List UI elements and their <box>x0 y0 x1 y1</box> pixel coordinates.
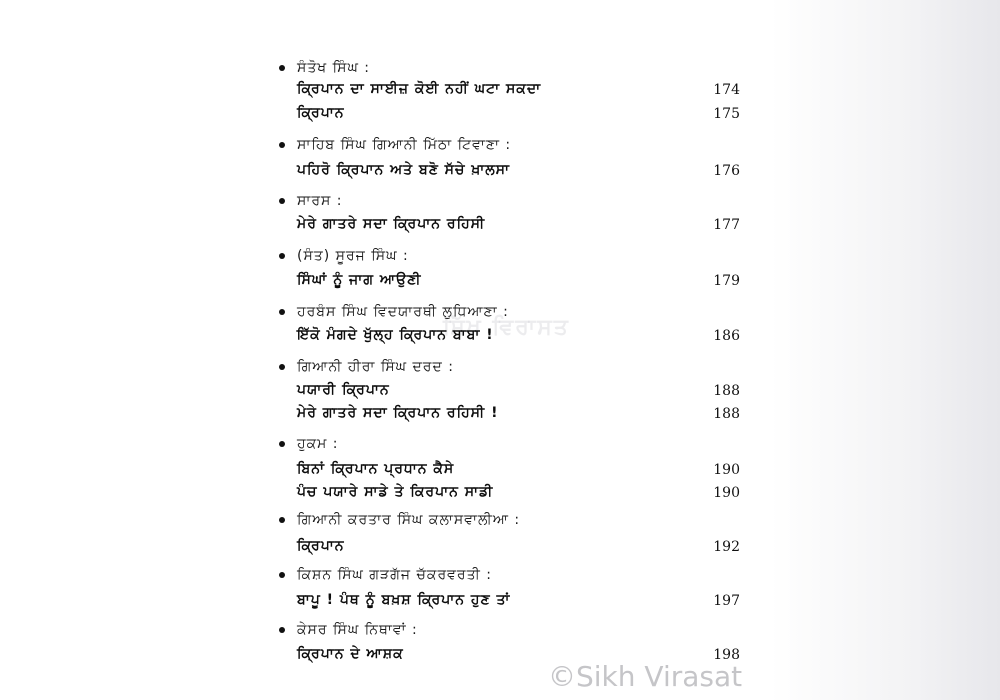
bullet-icon <box>279 364 285 370</box>
toc-entry-page: 188 <box>713 406 740 422</box>
toc-entry-title: ਕ੍ਰਿਪਾਨ <box>297 538 345 554</box>
toc-entry-title: ਕ੍ਰਿਪਾਨ <box>297 105 345 121</box>
toc-author-label: ਕੇਸਰ ਸਿੰਘ ਨਿਥਾਵਾਂ : <box>297 622 418 638</box>
bullet-icon <box>279 65 285 71</box>
toc-entry-title: ਪਯਾਰੀ ਕ੍ਰਿਪਾਨ <box>297 382 390 398</box>
toc-entry-title: ਮੇਰੇ ਗਾਤਰੇ ਸਦਾ ਕ੍ਰਿਪਾਨ ਰਹਿਸੀ ! <box>297 405 499 421</box>
toc-entry-title: ਕ੍ਰਿਪਾਨ ਦਾ ਸਾਈਜ਼ ਕੋਈ ਨਹੀਂ ਘਟਾ ਸਕਦਾ <box>297 81 542 97</box>
toc-entry-page: 192 <box>713 539 740 555</box>
toc-author <box>297 622 418 638</box>
toc-author-label: ਗਿਆਨੀ ਕਰਤਾਰ ਸਿੰਘ ਕਲਾਸਵਾਲੀਆ : <box>297 512 521 528</box>
toc-entry-page: 197 <box>713 593 740 609</box>
bullet-icon <box>279 309 285 315</box>
toc-author <box>297 359 454 375</box>
toc-author-label: ਸਾਰਸ : <box>297 193 343 209</box>
toc-author-label: ਹਰਬੰਸ ਸਿੰਘ ਵਿਦਯਾਰਥੀ ਲੁਧਿਆਣਾ : <box>297 304 509 320</box>
toc-entry-page: 190 <box>713 462 740 478</box>
toc-entry-page: 174 <box>713 82 740 98</box>
toc-entry-page: 179 <box>713 273 740 289</box>
bullet-icon <box>279 253 285 259</box>
bullet-icon <box>279 627 285 633</box>
toc-author <box>297 436 339 452</box>
toc-author-label: ਹੁਕਮ : <box>297 436 339 452</box>
toc-entry-page: 188 <box>713 383 740 399</box>
toc-author <box>297 137 511 153</box>
toc-author <box>297 512 520 528</box>
bullet-icon <box>279 517 285 523</box>
bullet-icon <box>279 572 285 578</box>
bullet-icon <box>279 441 285 447</box>
toc-author <box>297 304 509 320</box>
toc-entry-title: ਪਹਿਰੋ ਕ੍ਰਿਪਾਨ ਅਤੇ ਬਣੋ ਸੱਚੇ ਖ਼ਾਲਸਾ <box>297 162 511 178</box>
toc-author-label: ਸਾਹਿਬ ਸਿੰਘ ਗਿਆਨੀ ਮਿੱਠਾ ਟਿਵਾਣਾ : <box>297 137 512 153</box>
toc-entry-page: 186 <box>713 328 740 344</box>
toc-author-label: (ਸੰਤ) ਸੂਰਜ ਸਿੰਘ : <box>297 248 409 264</box>
toc-author <box>297 567 492 583</box>
toc-author <box>297 60 370 76</box>
toc-entry-title: ਮੇਰੇ ਗਾਤਰੇ ਸਦਾ ਕ੍ਰਿਪਾਨ ਰਹਿਸੀ <box>297 216 486 232</box>
toc-entry-page: 198 <box>713 647 740 663</box>
toc-author <box>297 248 409 264</box>
toc-author-label: ਗਿਆਨੀ ਹੀਰਾ ਸਿੰਘ ਦਰਦ : <box>297 359 454 375</box>
toc-entry-title: ਬਾਪੂ ! ਪੰਥ ਨੂੰ ਬਖ਼ਸ਼ ਕ੍ਰਿਪਾਨ ਹੁਣ ਤਾਂ <box>297 592 511 608</box>
bullet-icon <box>279 142 285 148</box>
watermark-center: ਸਿੱਖ ਵਿਰਾਸਤ <box>443 315 570 340</box>
toc-entry-page: 175 <box>713 106 740 122</box>
watermark-corner: ©Sikh Virasat <box>548 660 743 693</box>
toc-entry-title: ਇੱਕੋ ਮੰਗਦੇ ਖੁੱਲ੍ਹ ਕ੍ਰਿਪਾਨ ਬਾਬਾ ! <box>297 327 494 343</box>
toc-entry-page: 176 <box>713 163 740 179</box>
toc-author-label: ਸੰਤੋਖ ਸਿੰਘ : <box>297 60 371 76</box>
toc-entry-page: 177 <box>713 217 740 233</box>
toc-entry-title: ਕ੍ਰਿਪਾਨ ਦੇ ਆਸ਼ਕ <box>297 646 404 662</box>
toc-entry-title: ਬਿਨਾਂ ਕ੍ਰਿਪਾਨ ਪ੍ਰਧਾਨ ਕੈਸੇ <box>297 461 455 477</box>
toc-entry-title: ਪੰਚ ਪਯਾਰੇ ਸਾਡੇ ਤੇ ਕਿਰਪਾਨ ਸਾਡੀ <box>297 484 494 500</box>
toc-author-label: ਕਿਸ਼ਨ ਸਿੰਘ ਗੜਗੱਜ ਚੱਕਰਵਰਤੀ : <box>297 567 492 583</box>
toc-author <box>297 193 343 209</box>
toc-entry-page: 190 <box>713 485 740 501</box>
toc-entry-title: ਸਿੰਘਾਂ ਨੂੰ ਜਾਗ ਆਉਣੀ <box>297 272 422 288</box>
bullet-icon <box>279 198 285 204</box>
